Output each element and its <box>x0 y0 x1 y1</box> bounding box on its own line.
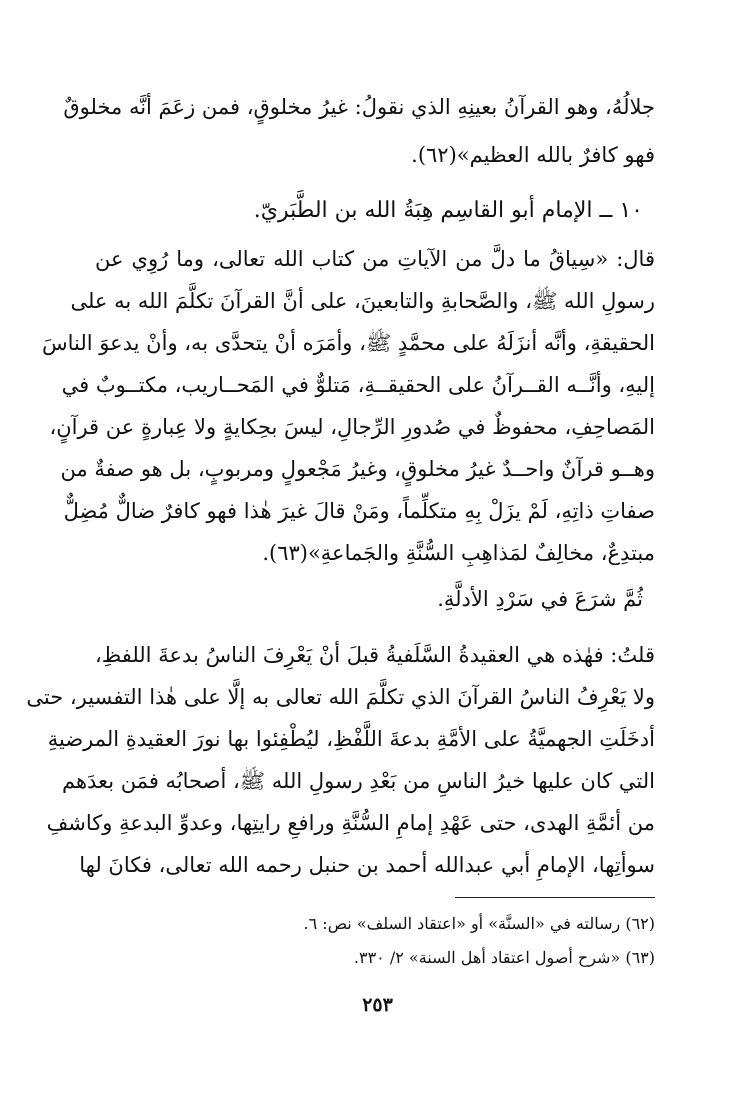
body-line-16: من أئمَّةِ الهدى، حتى عَهْدِ إمامِ السُّنَّةِ ورافعِ رايتِها، وعدوِّ البدعةِ وكاشفِ <box>46 811 655 835</box>
body-line-11: ثُمَّ شرَعَ في سَرْدِ الأدلَّةِ. <box>437 587 643 611</box>
body-line-17: سوأتِها، الإمامِ أبي عبدالله أحمد بن حنبل رحمه الله تعالى، فكانَ لها <box>79 853 655 877</box>
body-line-7: المَصاحِفِ، محفوظٌ في صُدورِ الرِّجالِ، ليسَ بحِكايةٍ ولا عِبارةٍ عن قرآنٍ، <box>49 415 655 439</box>
footnote-divider <box>455 897 655 898</box>
body-line-12: قلتُ: فهٰذه هي العقيدةُ السَّلَفيةُ قبلَ أنْ يَعْرِفَ الناسُ بدعةَ اللفظِ، <box>95 643 655 667</box>
section-heading: ١٠ ــ الإمام أبو القاسِم هِبَةُ الله بن الطَّبَريّ. <box>253 198 643 223</box>
body-line-3: قال: «سِياقُ ما دلَّ من الآياتِ من كتاب الله تعالى، وما رُوِي عن <box>95 247 655 271</box>
body-line-6: إليهِ، وأنَّــه القــرآنُ على الحقيقــةِ، مَتلوٌّ في المَحــاريب، مكتــوبٌ في <box>61 373 655 397</box>
body-line-9: صفاتِ ذاتِهِ، لَمْ يزَلْ بِهِ متكلِّماً، ومَنْ قالَ غيرَ هٰذا فهو كافرٌ ضالٌّ مُضِلٌّ <box>63 499 655 523</box>
body-line-15: التي كان عليها خيرُ الناسِ من بَعْدِ رسولِ الله ﷺ، أصحابُه فمَن بعدَهم <box>61 769 655 793</box>
footnote-62: (٦٢) رسالته في «السنَّة» أو «اعتقاد السلف» نص: ٦. <box>303 914 655 933</box>
body-line-4: رسولِ الله ﷺ، والصَّحابةِ والتابعينَ، على أنَّ القرآنَ تكلَّمَ الله به على <box>70 289 655 313</box>
body-line-2: فهو كافرٌ بالله العظيم»(٦٢). <box>411 143 655 167</box>
body-line-10: مبتدِعٌ، مخالِفٌ لمَذاهِبِ السُّنَّةِ والجَماعةِ»(٦٣). <box>262 541 655 565</box>
body-line-5: الحقيقةِ، وأنَّه أنزَلَهُ على محمَّدٍ ﷺ، وأمَرَه أنْ يتحدَّى به، وأنْ يدعوَ الناسَ <box>41 331 655 355</box>
page-number: ٢٥٣ <box>362 994 393 1016</box>
body-line-13: ولا يَعْرِفُ الناسُ القرآنَ الذي تكلَّمَ الله تعالى به إلَّا على هٰذا التفسير، حتى <box>26 685 655 709</box>
footnote-63: (٦٣) «شرح أصول اعتقاد أهل السنة» ٢/ ٣٣٠. <box>353 948 655 967</box>
body-line-8: وهــو قرآنٌ واحــدٌ غيرُ مخلوقٍ، وغيرُ مَجْعولٍ ومربوبٍ، بل هو صفةٌ من <box>60 457 655 481</box>
body-line-14: أدخَلَتِ الجهميَّةُ على الأمَّةِ بدعةَ اللَّفْظِ، ليُطْفِئوا بها نورَ العقيدةِ المرضيةِ <box>47 727 655 751</box>
body-line-1: جلالُهُ، وهو القرآنُ بعينِهِ الذي نقولُ: غيرُ مخلوقٍ، فمن زعَمَ أنَّه مخلوقٌ <box>63 95 655 119</box>
